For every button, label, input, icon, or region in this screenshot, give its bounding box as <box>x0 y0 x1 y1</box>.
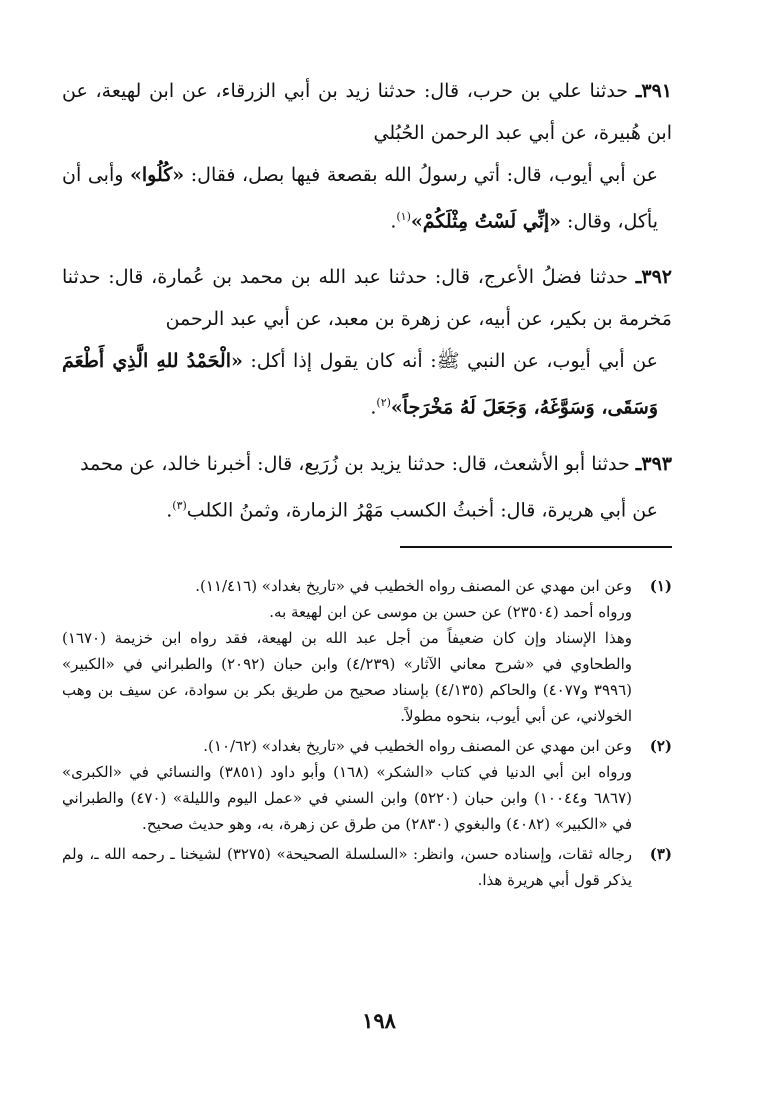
hadith-matn <box>62 154 672 242</box>
footnote-number: (١) <box>649 577 672 595</box>
footnote-ref[interactable]: (٣) <box>172 498 187 512</box>
hadith-chain <box>62 443 672 485</box>
footnote-line: وعن ابن مهدي عن المصنف رواه الخطيب في «تاريخ بغداد» (١١/٤١٦). <box>195 577 632 595</box>
footnote-3 <box>62 841 672 893</box>
footnote-body <box>62 841 632 893</box>
footnote-2 <box>62 733 672 837</box>
footnote-line: وعن ابن مهدي عن المصنف رواه الخطيب في «تاريخ بغداد» (١٠/٦٢). <box>203 737 632 755</box>
matn-text: عن أبي أيوب، قال: أتي رسولُ الله بقصعة فيها بصل، فقال: <box>184 164 658 186</box>
footnote-ref[interactable]: (٢) <box>376 396 391 410</box>
chain-text: حدثنا فضلُ الأعرج، قال: حدثنا عبد الله بن محمد بن عُمارة، قال: حدثنا مَخرمة بن بكير، عن أبيه، عن زهرة بن معبد، عن أبي عبد الرحمن <box>62 266 672 331</box>
hadith-393 <box>62 443 672 531</box>
main-text <box>62 70 672 545</box>
hadith-number: ٣٩٣ـ <box>635 452 672 475</box>
footnote-line: وهذا الإسناد وإن كان ضعيفاً من أجل عبد الله بن لهيعة، فقد رواه ابن خزيمة (١٦٧٠) والطحاوي في «شرح معاني الآثار» (٤/٢٣٩) وابن حبان (٢٠٩٢) والطبراني في «الكبير» (٣٩٩٦ و٤٠٧٧) والحاكم (٤/١٣٥) بإسناد صحيح من طريق بكر بن سوادة، عن سيف بن وهب الخولاني، عن أبي أيوب، بنحوه مطولاً. <box>62 629 633 725</box>
footnote-number: (٢) <box>649 737 672 755</box>
footnote-line: ورواه أحمد (٢٣٥٠٤) عن حسن بن موسى عن ابن لهيعة به. <box>269 603 632 621</box>
hadith-chain <box>62 70 672 154</box>
period: . <box>390 210 397 233</box>
hadith-chain <box>62 256 672 340</box>
footnotes <box>62 573 672 897</box>
prophetic-quote: «كُلُوا» <box>129 164 185 186</box>
matn-text: عن أبي أيوب، عن النبي ﷺ: أنه كان يقول إذا أكل: <box>242 350 658 373</box>
footnote-body <box>62 733 632 837</box>
hadith-391 <box>62 70 672 242</box>
period: . <box>166 498 173 521</box>
prophetic-quote: «الْحَمْدُ للهِ الَّذِي أَطْعَمَ وَسَقَى، وَسَوَّغَهُ، وَجَعَلَ لَهُ مَخْرَجاً» <box>62 350 658 419</box>
footnote-number: (٣) <box>649 845 672 863</box>
chain-text: حدثنا علي بن حرب، قال: حدثنا زيد بن أبي الزرقاء، عن ابن لهيعة، عن ابن هُبيرة، عن أبي عبد الرحمن الحُبُلي <box>62 80 672 144</box>
hadith-number: ٣٩١ـ <box>635 80 673 102</box>
hadith-392 <box>62 256 672 428</box>
footnote-separator <box>400 546 672 548</box>
chain-text: حدثنا أبو الأشعث، قال: حدثنا يزيد بن زُرَيع، قال: أخبرنا خالد، عن محمد <box>80 452 630 475</box>
hadith-matn <box>62 340 672 428</box>
period: . <box>370 396 377 419</box>
matn-text: وأبى أن يأكل، وقال: <box>62 164 658 233</box>
page-number: ١٩٨ <box>362 1008 396 1033</box>
footnote-1 <box>62 573 672 729</box>
footnote-line: ورواه ابن أبي الدنيا في كتاب «الشكر» (١٦٨) وأبو داود (٣٨٥١) والنسائي في «الكبرى» (٦٨٦٧ و١٠٠٤٤) وابن حبان (٥٢٢٠) وابن السني في «عمل اليوم والليلة» (٤٧٠) والطبراني في «الكبير» (٤٠٨٢) والبغوي (٢٨٣٠) من طرق عن زهرة، به، وهو حديث صحيح. <box>62 763 632 833</box>
prophetic-quote: «إنِّي لَسْتُ مِثْلَكُمْ» <box>410 210 562 233</box>
matn-text: عن أبي هريرة، قال: أخبثُ الكسب مَهْرُ الزمارة، وثمنُ الكلب <box>186 498 658 521</box>
footnote-body <box>62 573 632 729</box>
hadith-matn <box>62 485 672 531</box>
hadith-number: ٣٩٢ـ <box>635 266 672 289</box>
footnote-ref[interactable]: (١) <box>396 210 411 223</box>
footnote-line: رجاله ثقات، وإسناده حسن، وانظر: «السلسلة الصحيحة» (٣٢٧٥) لشيخنا ـ رحمه الله ـ، ولم يذكر قول أبي هريرة هذا. <box>62 845 632 889</box>
